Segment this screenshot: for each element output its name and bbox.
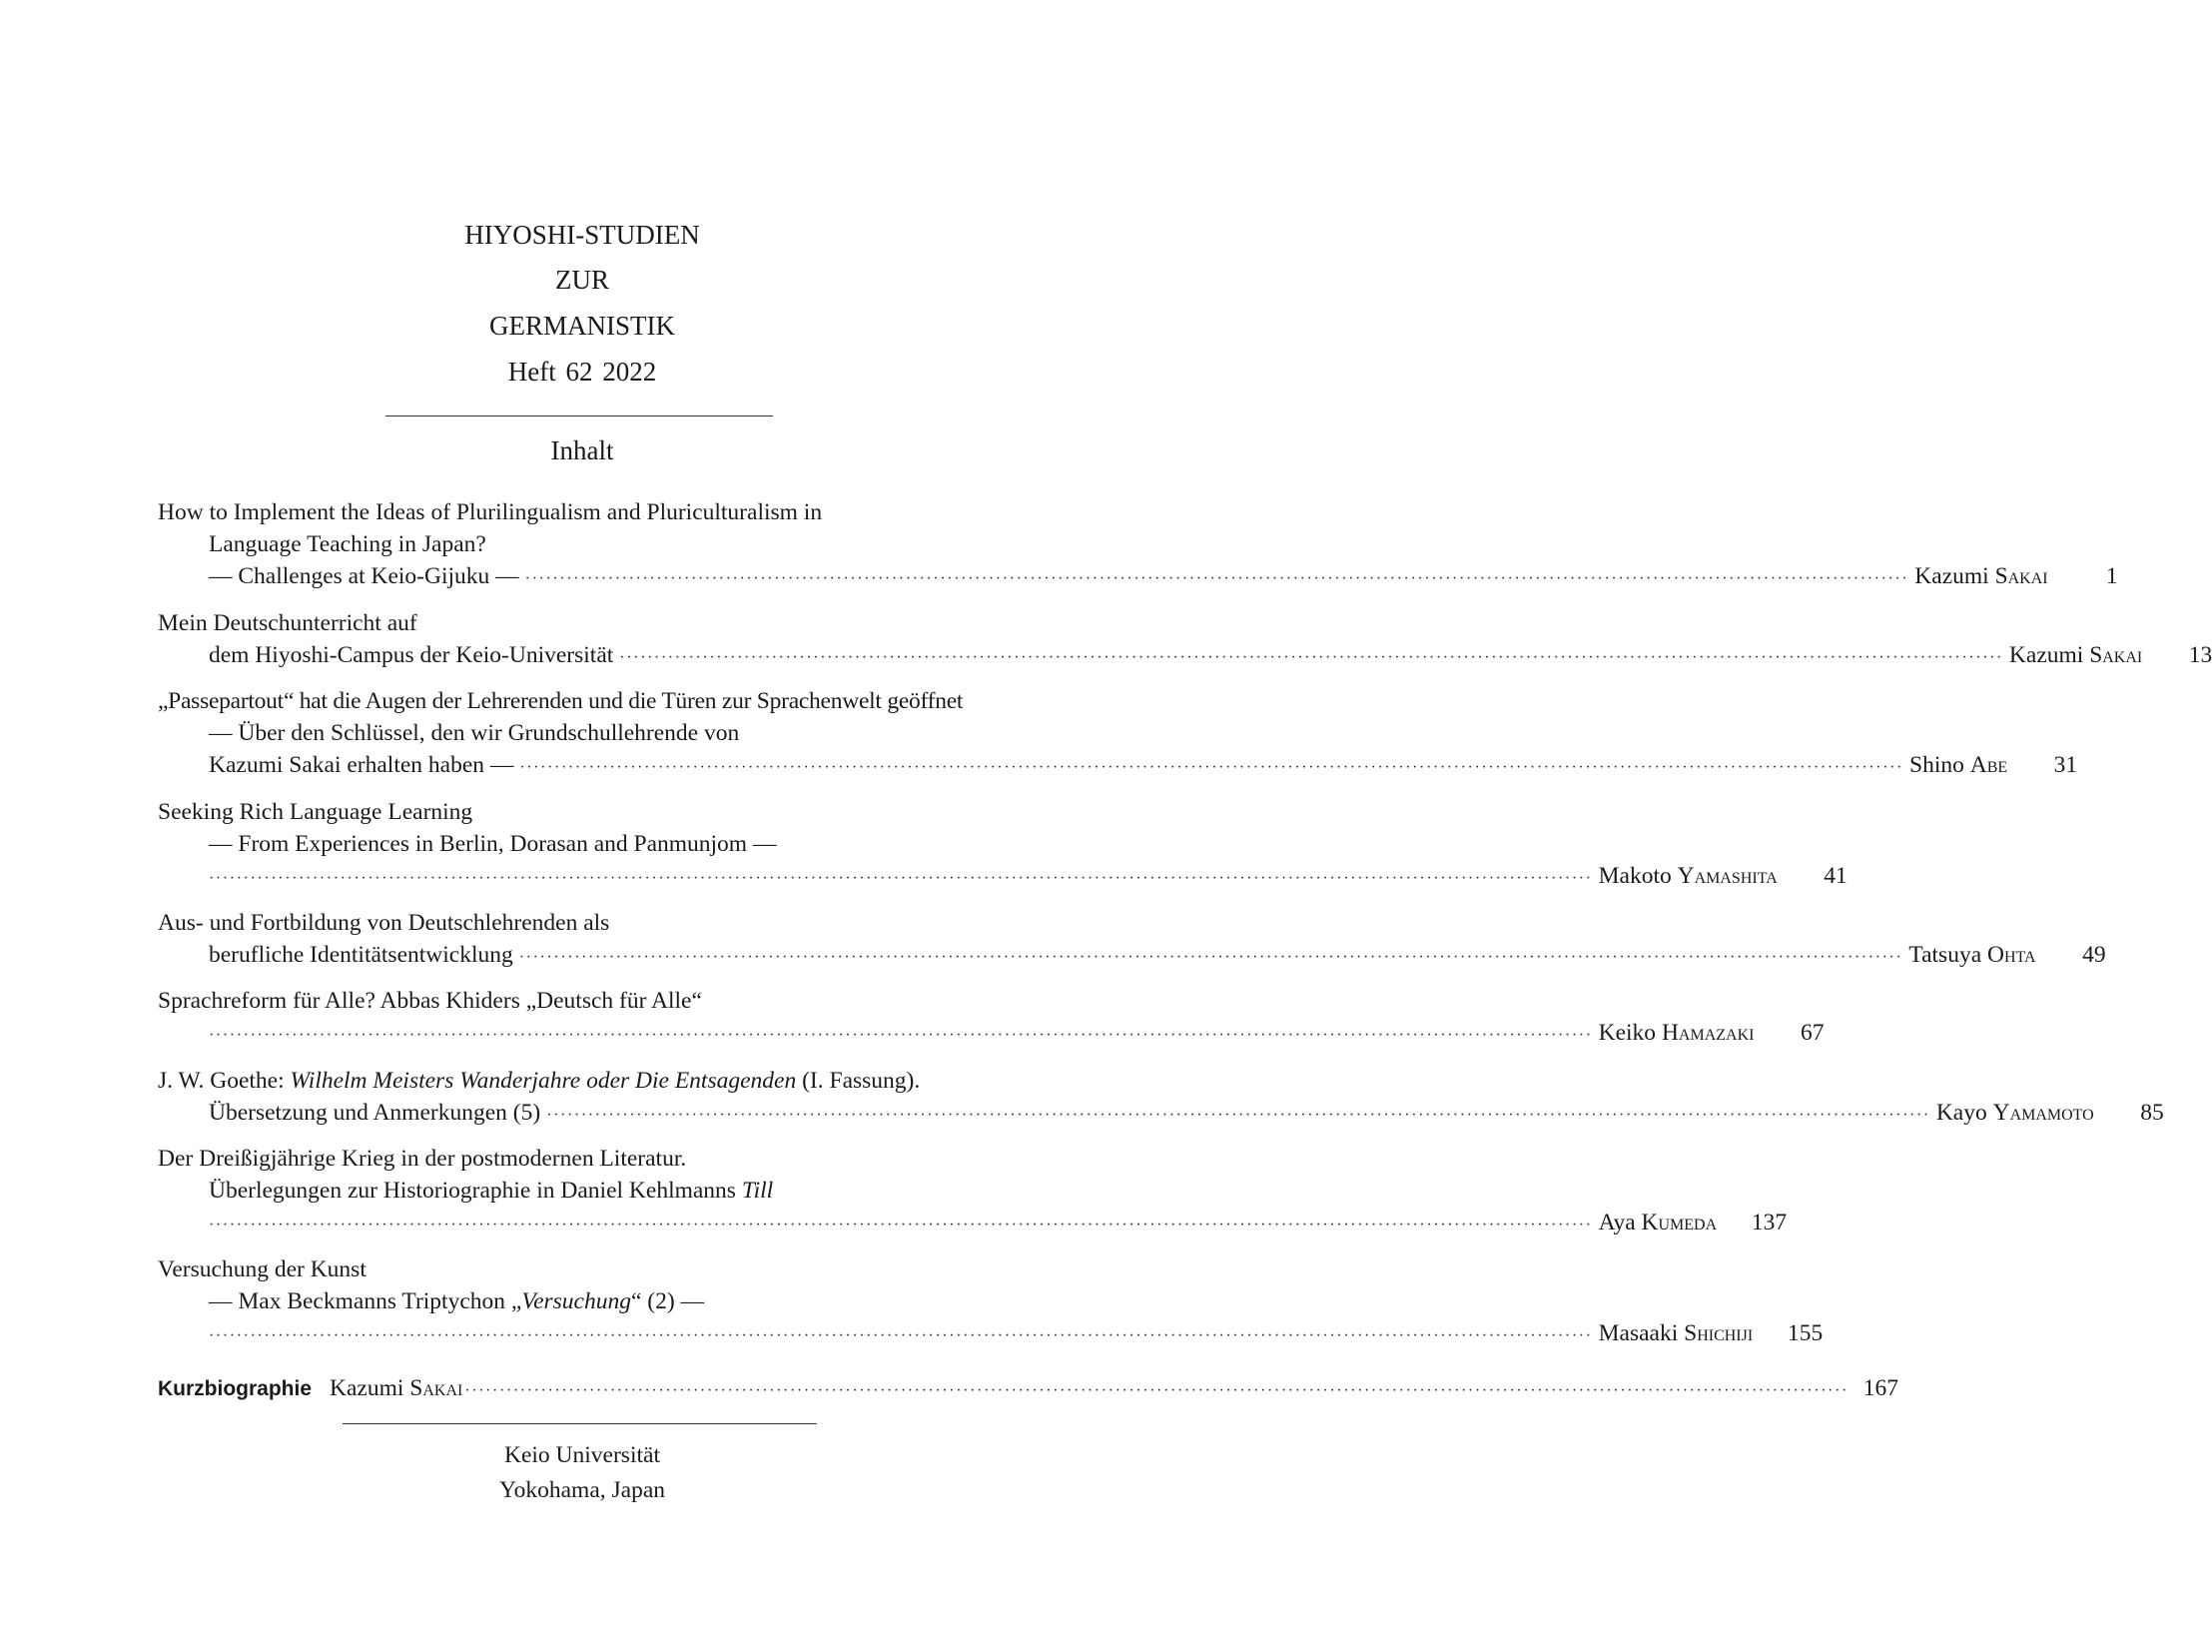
toc-entry-8 <box>158 1143 1788 1239</box>
entry-author <box>1914 560 2047 592</box>
entry-author <box>1599 860 1778 892</box>
entry-page-number: 1 <box>2105 563 2118 589</box>
title-segment: — Max Beckmanns Triptychon „ <box>209 1288 522 1314</box>
author-first-name: Shino <box>1909 752 1964 778</box>
entry-author <box>2009 639 2142 671</box>
entry-title-line: Mein Deutschunterricht auf <box>158 610 417 636</box>
author-last-name: Yamashita <box>1677 863 1778 889</box>
title-segment: Überlegungen zur Historiographie in Daniel Kehlmanns <box>209 1178 742 1204</box>
title-segment: (I. Fassung). <box>796 1068 921 1094</box>
publisher-location: Yokohama, Japan <box>498 1477 665 1503</box>
dot-leader: ········································································································································································································ <box>619 649 2003 666</box>
entry-title-line: — From Experiences in Berlin, Dorasan and Panmunjom — <box>209 831 777 857</box>
entry-title-line: „Passepartout“ hat die Augen der Lehrerenden und die Türen zur Sprachenwelt geöffnet <box>158 688 964 714</box>
author-first-name: Keiko <box>1598 1020 1657 1046</box>
entry-page-number: 85 <box>2140 1100 2164 1126</box>
author-first-name: Aya <box>1598 1210 1636 1236</box>
dot-leader: ········································································································································································································ <box>209 1027 1593 1044</box>
entry-page-number: 167 <box>1862 1375 1898 1401</box>
header-divider <box>385 415 773 416</box>
entry-title-line: — Über den Schlüssel, den wir Grundschullehrende von <box>209 720 740 746</box>
biography-label: Kurzbiographie <box>158 1377 313 1400</box>
dot-leader: ········································································································································································································ <box>519 759 1904 776</box>
entry-page-number: 137 <box>1751 1210 1788 1236</box>
entry-title-line: Kazumi Sakai erhalten haben — <box>209 752 514 778</box>
entry-author <box>1908 939 2035 971</box>
dot-leader: ········································································································································································································ <box>209 1327 1593 1344</box>
toc-entry-3 <box>158 685 2078 781</box>
entry-title-line: Der Dreißigjährige Krieg in der postmodernen Literatur. <box>158 1146 687 1172</box>
title-italic-segment: Wilhelm Meisters Wanderjahre oder Die Entsagenden <box>290 1068 797 1094</box>
title-italic-segment: Versuchung <box>521 1288 631 1314</box>
dot-leader: ········································································································································································································ <box>518 949 1903 966</box>
series-title-line-2: ZUR <box>555 265 609 295</box>
author-first-name: Makoto <box>1598 863 1672 889</box>
entry-title-line <box>158 1175 1003 1207</box>
entry-author <box>1599 1317 1754 1349</box>
entry-author <box>1599 1017 1755 1049</box>
entry-page-number: 31 <box>2053 752 2078 778</box>
author-first-name: Masaaki <box>1598 1320 1679 1346</box>
entry-page-number: 13 <box>2188 642 2212 668</box>
contents-heading: Inhalt <box>550 435 614 465</box>
entry-page-number: 41 <box>1824 863 1847 889</box>
title-segment: J. W. Goethe: <box>158 1068 291 1094</box>
entry-title-line: How to Implement the Ideas of Plurilingualism and Pluriculturalism in <box>158 499 823 525</box>
toc-entry-7 <box>158 1065 2164 1129</box>
entry-attribution-row <box>158 860 1847 892</box>
author-last-name: Abe <box>1969 752 2008 778</box>
entry-attribution-row <box>158 749 2078 781</box>
entry-author <box>1936 1097 2094 1129</box>
toc-entry-6 <box>158 985 1825 1049</box>
toc-entry-5 <box>158 907 2106 971</box>
entry-title-line: dem Hiyoshi-Campus der Keio-Universität <box>209 642 614 668</box>
entry-attribution-row <box>158 1372 1898 1404</box>
series-title-line-1: HIYOSHI-STUDIEN <box>464 220 700 250</box>
toc-entry-2 <box>158 607 2212 671</box>
entry-attribution-row <box>158 1017 1825 1049</box>
entry-title-line <box>158 1065 1003 1097</box>
dot-leader: ········································································································································································································ <box>546 1107 1930 1124</box>
toc-entry-9 <box>158 1253 1824 1349</box>
entry-title-line: Aus- und Fortbildung von Deutschlehrenden als <box>158 910 610 936</box>
entry-attribution-row <box>158 939 2106 971</box>
author-last-name: Sakai <box>2089 642 2143 668</box>
entry-attribution-row <box>158 1097 2164 1129</box>
author-first-name: Kazumi <box>2008 642 2084 668</box>
dot-leader: ········································································································································································································ <box>209 870 1593 887</box>
entry-attribution-row <box>158 639 2212 671</box>
toc-entry-4 <box>158 796 1847 892</box>
author-last-name: Sakai <box>409 1375 463 1401</box>
author-first-name: Kazumi <box>330 1375 404 1401</box>
entry-title-line: Sprachreform für Alle? Abbas Khiders „Deutsch für Alle“ <box>158 988 702 1014</box>
entry-title-line: Language Teaching in Japan? <box>209 531 486 557</box>
entry-attribution-row <box>158 560 2118 592</box>
author-last-name: Ohta <box>1987 942 2036 968</box>
author-first-name: Kayo <box>1935 1100 1987 1126</box>
series-title-line-3: GERMANISTIK <box>489 311 675 341</box>
author-last-name: Kumeda <box>1641 1210 1718 1236</box>
title-segment: “ (2) — <box>630 1288 705 1314</box>
entry-author <box>330 1372 462 1404</box>
publisher-name: Keio Universität <box>504 1442 660 1468</box>
entry-attribution-row <box>158 1207 1788 1239</box>
entry-page-number: 49 <box>2082 942 2106 968</box>
entry-title-line: Versuchung der Kunst <box>158 1256 367 1282</box>
entry-title-line: — Challenges at Keio-Gijuku — <box>209 563 519 589</box>
entry-author <box>1599 1207 1718 1239</box>
author-last-name: Sakai <box>1994 563 2048 589</box>
author-first-name: Tatsuya <box>1908 942 1982 968</box>
author-last-name: Hamazaki <box>1661 1020 1755 1046</box>
toc-entry-10 <box>158 1372 1898 1404</box>
title-italic-segment: Till <box>741 1178 774 1204</box>
entry-author <box>1909 749 2007 781</box>
author-first-name: Kazumi <box>1914 563 1989 589</box>
dot-leader: ········································································································································································································ <box>524 570 1909 587</box>
entry-title-line: Übersetzung und Anmerkungen (5) <box>209 1100 541 1126</box>
toc-entry-1 <box>158 496 2118 592</box>
entry-title-line: berufliche Identitätsentwicklung <box>209 942 513 968</box>
footer-divider <box>343 1423 817 1424</box>
entry-title-line: Seeking Rich Language Learning <box>158 799 473 825</box>
dot-leader: ········································································································································································································ <box>209 1217 1593 1234</box>
entry-page-number: 67 <box>1800 1020 1825 1046</box>
entry-attribution-row <box>158 1317 1824 1349</box>
author-last-name: Shichiji <box>1684 1320 1754 1346</box>
author-last-name: Yamamoto <box>1992 1100 2094 1126</box>
dot-leader: ········································································································································································································ <box>464 1382 1848 1399</box>
entry-page-number: 155 <box>1787 1320 1824 1346</box>
entry-title-line <box>158 1285 1003 1317</box>
issue-line: Heft 62 2022 <box>507 357 657 387</box>
